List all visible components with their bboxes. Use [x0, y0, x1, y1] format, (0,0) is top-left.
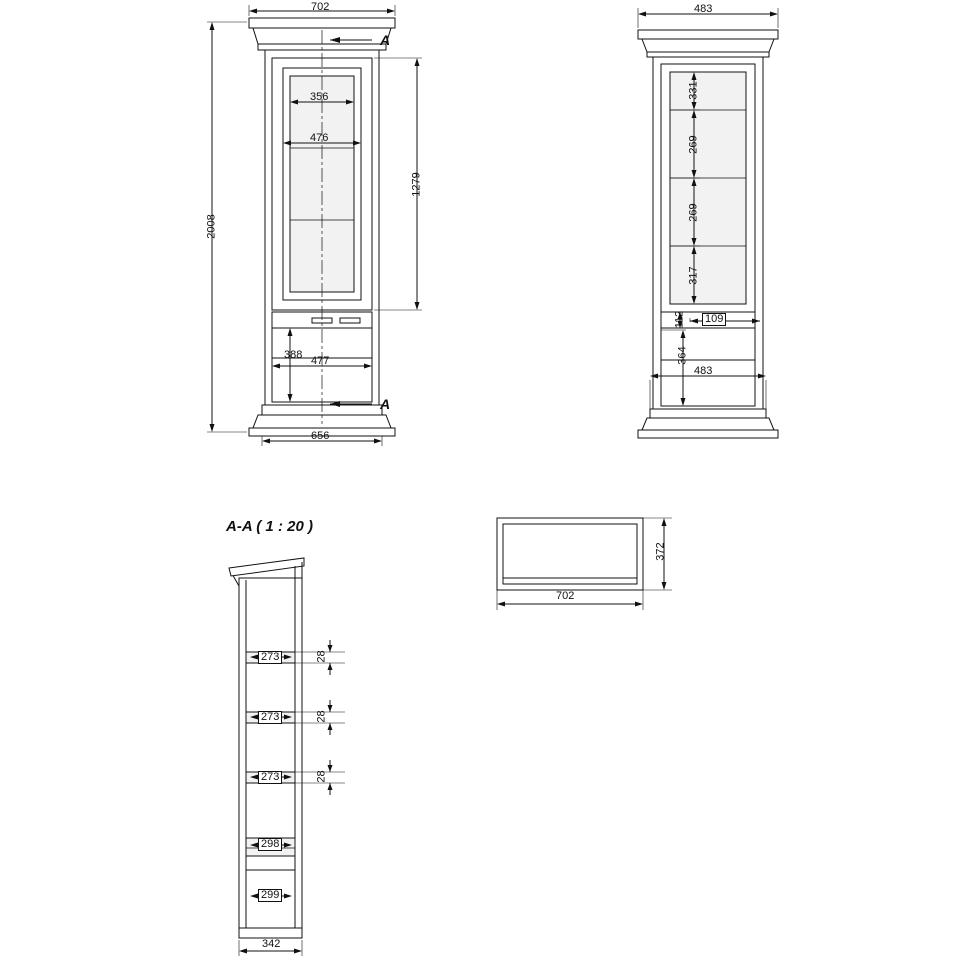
dim-section-shelf-thk-3: 28	[315, 770, 328, 783]
dim-front-drawer-width: 477	[311, 355, 330, 367]
dim-front-total-height: 2008	[205, 214, 218, 239]
dim-section-shelf-depth-1: 273	[258, 651, 282, 664]
dim-section-shelf-depth-2: 273	[258, 711, 282, 724]
dim-side-shelf-3: 269	[687, 203, 700, 222]
dim-section-shelf-thk-1: 28	[315, 650, 328, 663]
dim-side-shelf-2: 269	[687, 135, 700, 154]
dim-front-inner-width-mid: 476	[310, 132, 329, 144]
dim-section-shelf-thk-2: 28	[315, 710, 328, 723]
dim-side-top-width: 483	[694, 3, 713, 15]
dim-section-lower-depth: 299	[258, 889, 282, 902]
dim-front-glass-height: 1279	[410, 172, 423, 197]
dim-side-rail: 112	[673, 310, 686, 329]
dim-front-inner-width-upper: 356	[310, 91, 329, 103]
dim-section-shelf-depth-3: 273	[258, 771, 282, 784]
dim-front-top-width: 702	[311, 1, 330, 13]
dim-side-shelf-1: 331	[687, 81, 700, 100]
dim-section-total-depth: 342	[262, 938, 281, 950]
dim-top-width: 702	[556, 590, 575, 602]
dim-side-small-part: 109	[702, 313, 726, 326]
dim-side-bottom-width: 483	[694, 365, 713, 377]
section-mark-a-top: A	[380, 32, 391, 48]
dim-section-drawer-depth: 298	[258, 838, 282, 851]
dim-side-base: 364	[676, 346, 689, 365]
dim-top-depth: 372	[654, 542, 667, 561]
section-mark-a-bottom: A	[380, 396, 391, 412]
dim-front-drawer-offset: 388	[284, 349, 303, 361]
dim-side-shelf-4: 317	[687, 266, 700, 285]
dim-front-bottom-width: 656	[311, 430, 330, 442]
section-title: A-A ( 1 : 20 )	[226, 518, 313, 535]
